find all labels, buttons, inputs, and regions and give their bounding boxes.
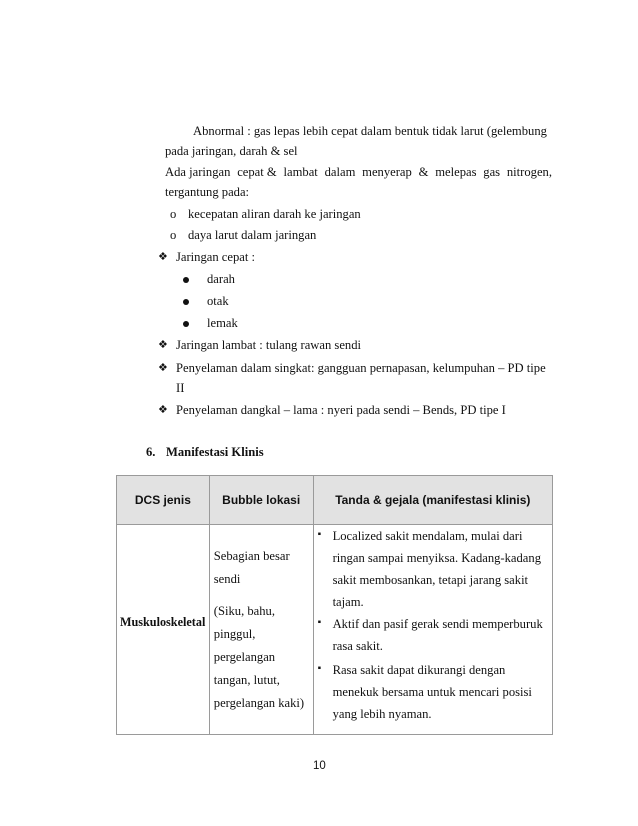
section-title: Manifestasi Klinis <box>166 445 264 459</box>
intro-line-3-word: gas <box>483 165 501 179</box>
table-header-row <box>117 476 553 525</box>
header-tanda-gejala: Tanda & gejala (manifestasi klinis) <box>313 476 552 525</box>
lokasi-line: sendi <box>213 572 241 586</box>
tanda-line: rasa sakit. <box>332 639 383 653</box>
cell-tanda <box>313 525 552 735</box>
bullet-jaringan-cepat: Jaringan cepat : <box>176 250 256 264</box>
intro-line-3-word: nitrogen, <box>506 165 552 179</box>
bullet-singkat-line-1: Penyelaman dalam singkat: gangguan pernapasan, kelumpuhan – PD tipe <box>176 361 546 375</box>
intro-line-3-word: menyerap <box>362 165 412 179</box>
bullet-jaringan-lambat: Jaringan lambat : tulang rawan sendi <box>176 338 362 352</box>
dcs-jenis-value: Muskuloskeletal <box>120 615 206 629</box>
diamond-bullet-icon: ❖ <box>158 361 168 374</box>
intro-line-3-word: & <box>418 165 429 179</box>
dot-bullet-icon <box>183 321 189 327</box>
dot-bullet-icon <box>183 277 189 283</box>
intro-line-3-word: lambat <box>283 165 318 179</box>
page-number: 10 <box>313 760 326 772</box>
cepat-item: lemak <box>207 316 238 330</box>
cell-lokasi <box>209 525 313 735</box>
header-dcs-jenis: DCS jenis <box>117 476 210 525</box>
bullet-dangkal: Penyelaman dangkal – lama : nyeri pada sendi – Bends, PD tipe I <box>176 403 506 417</box>
intro-line-4: tergantung pada: <box>165 185 250 199</box>
sub-list-item: daya larut dalam jaringan <box>188 228 317 242</box>
diamond-bullet-icon: ❖ <box>158 250 168 263</box>
square-bullet-icon: ▪ <box>317 617 322 628</box>
circle-bullet-icon: o <box>170 228 177 242</box>
square-bullet-icon: ▪ <box>317 663 322 674</box>
tanda-line: ringan sampai menyiksa. Kadang-kadang <box>332 551 541 565</box>
tanda-line: yang lebih nyaman. <box>332 707 432 721</box>
intro-line-2: pada jaringan, darah & sel <box>165 144 298 158</box>
sub-list-item: kecepatan aliran darah ke jaringan <box>188 207 361 221</box>
table-row <box>117 525 553 735</box>
tanda-line: Aktif dan pasif gerak sendi memperburuk <box>332 617 543 631</box>
tanda-line: Localized sakit mendalam, mulai dari <box>332 529 523 543</box>
lokasi-line: tangan, lutut, <box>213 673 280 687</box>
cepat-item: darah <box>207 272 235 286</box>
bullet-singkat-line-2: II <box>176 381 185 395</box>
diamond-bullet-icon: ❖ <box>158 338 168 351</box>
intro-line-3-word: dalam <box>324 165 356 179</box>
manifestation-table <box>116 475 553 735</box>
lokasi-line: pergelangan kaki) <box>213 696 305 710</box>
intro-line-3-word: melepas <box>435 165 477 179</box>
cell-jenis <box>117 525 210 735</box>
lokasi-line: pergelangan <box>213 650 276 664</box>
cepat-item: otak <box>207 294 229 308</box>
square-bullet-icon: ▪ <box>317 529 322 540</box>
tanda-line: menekuk bersama untuk mencari posisi <box>332 685 532 699</box>
dot-bullet-icon <box>183 299 189 305</box>
lokasi-line: (Siku, bahu, <box>213 604 275 618</box>
lokasi-line: pinggul, <box>213 627 256 641</box>
header-bubble-lokasi: Bubble lokasi <box>209 476 313 525</box>
tanda-line: sakit membosankan, tetapi jarang sakit <box>332 573 529 587</box>
intro-line-3-word: cepat & <box>237 165 277 179</box>
diamond-bullet-icon: ❖ <box>158 403 168 416</box>
intro-line-3 <box>165 165 552 180</box>
lokasi-line: Sebagian besar <box>213 549 290 563</box>
tanda-line: tajam. <box>332 595 364 609</box>
tanda-line: Rasa sakit dapat dikurangi dengan <box>332 663 506 677</box>
circle-bullet-icon: o <box>170 207 177 221</box>
intro-line-1: Abnormal : gas lepas lebih cepat dalam bentuk tidak larut (gelembung <box>193 124 547 138</box>
section-number: 6. <box>146 445 156 459</box>
intro-line-3-word: Ada jaringan <box>165 165 231 179</box>
